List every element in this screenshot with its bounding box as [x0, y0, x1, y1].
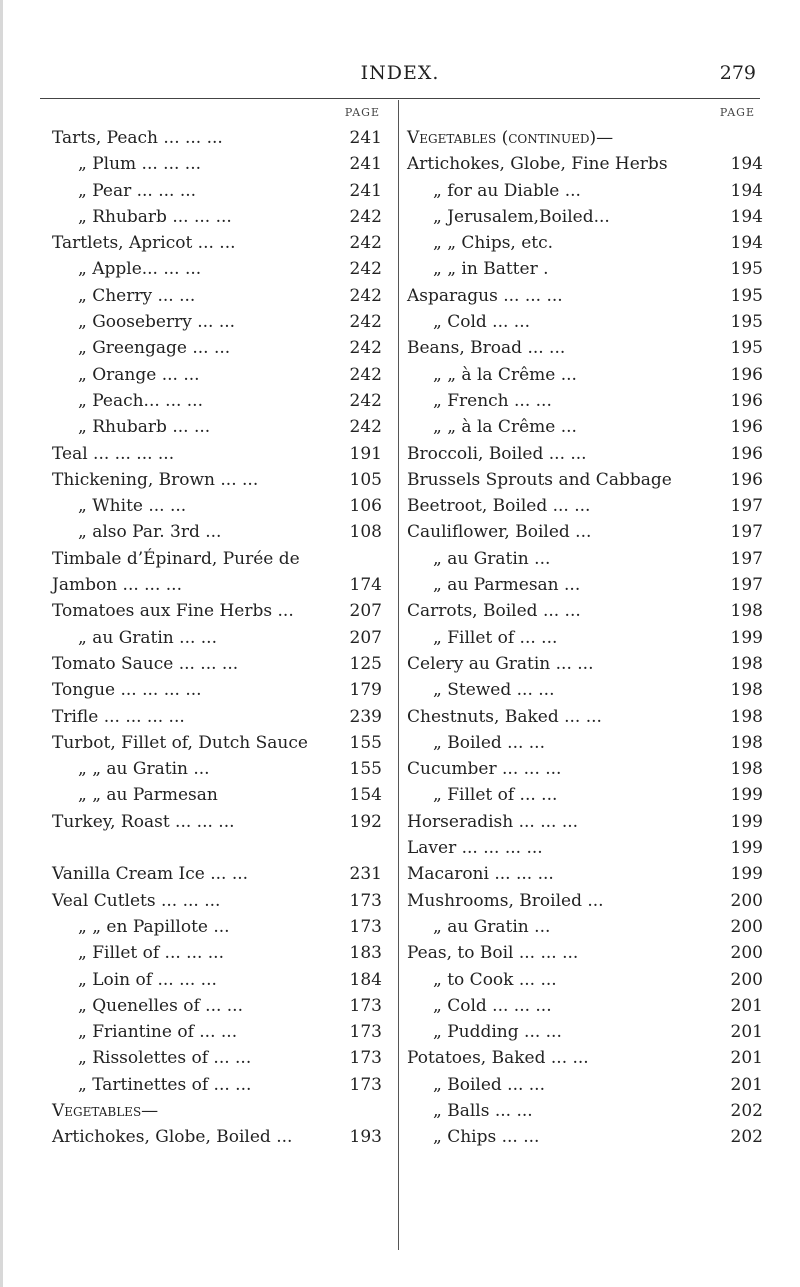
- entry-text: Beetroot, Boiled ... ...: [407, 496, 591, 517]
- entry-text: Macaroni ... ... ...: [407, 864, 554, 885]
- index-entry: [52, 256, 394, 282]
- entry-page-number: 242: [349, 390, 382, 411]
- entry-text: Vegetables—: [52, 1100, 159, 1121]
- entry-text: Tarts, Peach ... ... ...: [52, 128, 223, 148]
- entry-text: „ also Par. 3rd ...: [78, 522, 222, 543]
- entry-page-number: 195: [730, 338, 763, 359]
- index-entry: [52, 809, 394, 835]
- index-entry: [52, 861, 394, 887]
- index-entry: [407, 1019, 769, 1045]
- entry-page-number: 202: [730, 1100, 763, 1121]
- entry-page-number: 195: [730, 285, 763, 306]
- entry-text: „ Orange ... ...: [78, 364, 200, 385]
- entry-text: „ White ... ...: [78, 496, 187, 517]
- index-entry: [407, 782, 769, 808]
- entry-page-number: 179: [349, 680, 382, 701]
- page-title: INDEX.: [360, 62, 440, 84]
- entry-text: „ Chips ... ...: [433, 1127, 540, 1148]
- entry-text: „ „ au Parmesan: [78, 785, 218, 806]
- index-entry: [52, 546, 394, 572]
- entry-page-number: 173: [349, 1022, 382, 1043]
- index-list: [407, 125, 769, 1151]
- index-entry: [407, 151, 769, 177]
- entry-page-number: 197: [730, 496, 763, 517]
- index-entry: [52, 309, 394, 335]
- entry-page-number: 174: [349, 575, 382, 596]
- entry-text: „ Fillet of ... ...: [433, 785, 558, 806]
- entry-text: „ Pudding ... ...: [433, 1022, 562, 1043]
- entry-text: Laver ... ... ... ...: [407, 838, 543, 859]
- entry-text: Potatoes, Baked ... ...: [407, 1048, 589, 1069]
- index-entry: [52, 1098, 394, 1124]
- entry-text: Trifle ... ... ... ...: [52, 706, 185, 727]
- index-entry: [407, 730, 769, 756]
- entry-text: „ „ au Gratin ...: [78, 759, 210, 780]
- entry-text: „ to Cook ... ...: [433, 969, 557, 990]
- index-entry: [52, 1072, 394, 1098]
- entry-text: „ French ... ...: [433, 390, 552, 411]
- entry-text: „ Boiled ... ...: [433, 1074, 545, 1095]
- index-entry: [407, 546, 769, 572]
- index-entry: [407, 519, 769, 545]
- entry-text: „ Gooseberry ... ...: [78, 312, 236, 333]
- entry-text: Vegetables (continued)—: [407, 128, 614, 148]
- entry-text: „ Boiled ... ...: [433, 732, 545, 753]
- entry-page-number: 196: [730, 443, 763, 464]
- entry-text: Chestnuts, Baked ... ...: [407, 706, 602, 727]
- entry-text: Cauliflower, Boiled ...: [407, 522, 592, 543]
- entry-page-number: 125: [349, 653, 382, 674]
- entry-page-number: 199: [730, 811, 763, 832]
- entry-text: Teal ... ... ... ...: [52, 443, 175, 464]
- entry-text: „ Peach... ... ...: [78, 390, 203, 411]
- index-entry: [52, 178, 394, 204]
- index-entry: [52, 888, 394, 914]
- entry-text: „ Apple... ... ...: [78, 259, 202, 280]
- index-column-left: [52, 106, 394, 1151]
- index-entry: [52, 625, 394, 651]
- index-entry: [407, 493, 769, 519]
- entry-page-number: 108: [349, 522, 382, 543]
- index-entry: [52, 967, 394, 993]
- index-entry: [52, 441, 394, 467]
- entry-text: Tomatoes aux Fine Herbs ...: [52, 601, 294, 622]
- entry-text: Carrots, Boiled ... ...: [407, 601, 581, 622]
- entry-page-number: 198: [730, 759, 763, 780]
- index-entry: [52, 151, 394, 177]
- entry-text: Artichokes, Globe, Boiled ...: [52, 1127, 293, 1148]
- entry-text: Tomato Sauce ... ... ...: [52, 653, 239, 674]
- index-entry: [407, 414, 769, 440]
- index-entry: [407, 835, 769, 861]
- entry-page-number: 198: [730, 680, 763, 701]
- entry-text: Tartlets, Apricot ... ...: [52, 233, 236, 254]
- entry-text: „ Greengage ... ...: [78, 338, 231, 359]
- index-entry: [52, 940, 394, 966]
- entry-page-number: 197: [730, 575, 763, 596]
- entry-page-number: 194: [730, 233, 763, 254]
- index-entry: [407, 1072, 769, 1098]
- entry-text: Celery au Gratin ... ...: [407, 653, 594, 674]
- entry-text: „ Fillet of ... ... ...: [78, 943, 224, 964]
- index-entry: [407, 914, 769, 940]
- entry-text: Jambon ... ... ...: [52, 575, 182, 596]
- index-entry: [407, 809, 769, 835]
- entry-text: „ Fillet of ... ...: [433, 627, 558, 648]
- entry-page-number: 241: [349, 180, 382, 201]
- index-entry: [407, 388, 769, 414]
- index-entry: [52, 756, 394, 782]
- entry-page-number: 196: [730, 390, 763, 411]
- entry-page-number: 241: [349, 154, 382, 175]
- index-entry: [52, 1124, 394, 1150]
- entry-page-number: 200: [730, 890, 763, 911]
- entry-page-number: 173: [349, 890, 382, 911]
- entry-page-number: 194: [730, 206, 763, 227]
- entry-page-number: 199: [730, 627, 763, 648]
- entry-text: Turbot, Fillet of, Dutch Sauce: [52, 732, 308, 753]
- entry-page-number: 105: [349, 469, 382, 490]
- entry-page-number: 198: [730, 653, 763, 674]
- entry-page-number: 201: [730, 995, 763, 1016]
- entry-text: Peas, to Boil ... ... ...: [407, 943, 579, 964]
- entry-page-number: 242: [349, 233, 382, 254]
- entry-page-number: 239: [349, 706, 382, 727]
- entry-page-number: 207: [349, 601, 382, 622]
- entry-page-number: 196: [730, 469, 763, 490]
- entry-page-number: 199: [730, 864, 763, 885]
- entry-text: „ Rhubarb ... ... ...: [78, 206, 232, 227]
- entry-text: „ „ in Batter .: [433, 259, 549, 280]
- entry-text: „ Stewed ... ...: [433, 680, 555, 701]
- index-entry: [407, 1045, 769, 1071]
- entry-page-number: 207: [349, 627, 382, 648]
- entry-text: Tongue ... ... ... ...: [52, 680, 202, 701]
- entry-page-number: 154: [349, 785, 382, 806]
- entry-page-number: 200: [730, 916, 763, 937]
- entry-text: Veal Cutlets ... ... ...: [52, 890, 221, 911]
- entry-page-number: 173: [349, 916, 382, 937]
- index-entry: [407, 256, 769, 282]
- entry-text: „ Quenelles of ... ...: [78, 995, 243, 1016]
- entry-text: „ Pear ... ... ...: [78, 180, 197, 201]
- index-entry: [52, 993, 394, 1019]
- entry-page-number: 195: [730, 312, 763, 333]
- index-entry: [407, 230, 769, 256]
- entry-page-number: 200: [730, 943, 763, 964]
- index-entry: [407, 861, 769, 887]
- index-entry: [52, 677, 394, 703]
- page-number: 279: [719, 62, 756, 84]
- index-entry: [407, 940, 769, 966]
- index-list: [52, 125, 394, 1151]
- index-entry: [52, 835, 394, 861]
- entry-page-number: 198: [730, 706, 763, 727]
- entry-page-number: 173: [349, 995, 382, 1016]
- entry-text: Mushrooms, Broiled ...: [407, 890, 604, 911]
- entry-page-number: 194: [730, 154, 763, 175]
- entry-text: „ Balls ... ...: [433, 1100, 533, 1121]
- entry-page-number: 231: [349, 864, 382, 885]
- entry-text: Cucumber ... ... ...: [407, 759, 562, 780]
- entry-text: „ „ Chips, etc.: [433, 233, 554, 254]
- entry-text: Turkey, Roast ... ... ...: [52, 811, 235, 832]
- index-entry: [407, 178, 769, 204]
- entry-text: „ Jerusalem,Boiled...: [433, 206, 610, 227]
- entry-text: Vanilla Cream Ice ... ...: [52, 864, 249, 885]
- index-entry: [407, 1124, 769, 1150]
- entry-text: „ au Parmesan ...: [433, 575, 581, 596]
- entry-page-number: 195: [730, 259, 763, 280]
- index-entry: [52, 519, 394, 545]
- entry-text: „ Plum ... ... ...: [78, 154, 202, 175]
- entry-page-number: 194: [730, 180, 763, 201]
- entry-page-number: 201: [730, 1074, 763, 1095]
- entry-page-number: 242: [349, 285, 382, 306]
- entry-page-number: 201: [730, 1048, 763, 1069]
- index-entry: [52, 230, 394, 256]
- index-entry: [407, 309, 769, 335]
- column-divider: [398, 100, 399, 1250]
- entry-page-number: 197: [730, 548, 763, 569]
- entry-text: Beans, Broad ... ...: [407, 338, 566, 359]
- entry-text: „ au Gratin ...: [433, 548, 551, 569]
- index-entry: [52, 467, 394, 493]
- entry-page-number: 201: [730, 1022, 763, 1043]
- entry-page-number: 197: [730, 522, 763, 543]
- entry-text: Timbale d’Épinard, Purée de: [52, 548, 300, 569]
- page-column-label: PAGE: [719, 106, 755, 119]
- entry-text: „ for au Diable ...: [433, 180, 581, 201]
- index-entry: [407, 204, 769, 230]
- index-entry: [52, 414, 394, 440]
- index-entry: [52, 782, 394, 808]
- index-entry: [407, 125, 769, 151]
- entry-text: „ au Gratin ... ...: [78, 627, 217, 648]
- index-entry: [52, 335, 394, 361]
- index-entry: [407, 598, 769, 624]
- entry-text: „ Friantine of ... ...: [78, 1022, 238, 1043]
- index-entry: [52, 493, 394, 519]
- index-entry: [52, 1019, 394, 1045]
- entry-page-number: 193: [349, 1127, 382, 1148]
- page-header: [0, 62, 800, 88]
- entry-page-number: 191: [349, 443, 382, 464]
- index-entry: [52, 388, 394, 414]
- index-entry: [407, 467, 769, 493]
- index-entry: [52, 283, 394, 309]
- entry-text: „ Loin of ... ... ...: [78, 969, 217, 990]
- entry-text: „ au Gratin ...: [433, 916, 551, 937]
- entry-page-number: 242: [349, 312, 382, 333]
- entry-page-number: 242: [349, 338, 382, 359]
- entry-text: „ „ en Papillote ...: [78, 916, 230, 937]
- entry-page-number: 196: [730, 364, 763, 385]
- entry-text: „ Rhubarb ... ...: [78, 417, 211, 438]
- index-entry: [407, 625, 769, 651]
- entry-page-number: 198: [730, 732, 763, 753]
- entry-page-number: 106: [349, 496, 382, 517]
- entry-page-number: 199: [730, 838, 763, 859]
- index-entry: [52, 914, 394, 940]
- index-entry: [52, 730, 394, 756]
- entry-page-number: 242: [349, 417, 382, 438]
- index-entry: [407, 888, 769, 914]
- entry-text: „ Cold ... ...: [433, 312, 531, 333]
- index-entry: [52, 572, 394, 598]
- entry-text: „ Rissolettes of ... ...: [78, 1048, 252, 1069]
- index-entry: [52, 651, 394, 677]
- index-entry: [407, 283, 769, 309]
- entry-page-number: 200: [730, 969, 763, 990]
- entry-page-number: 199: [730, 785, 763, 806]
- index-entry: [407, 441, 769, 467]
- header-rule: [40, 98, 760, 99]
- entry-text: „ „ à la Crême ...: [433, 364, 577, 385]
- index-entry: [52, 704, 394, 730]
- entry-page-number: 183: [349, 943, 382, 964]
- entry-text: „ Cold ... ... ...: [433, 995, 552, 1016]
- entry-text: Asparagus ... ... ...: [407, 285, 563, 306]
- index-entry: [52, 598, 394, 624]
- entry-page-number: 184: [349, 969, 382, 990]
- entry-text: Broccoli, Boiled ... ...: [407, 443, 587, 464]
- index-entry: [407, 993, 769, 1019]
- index-entry: [407, 967, 769, 993]
- index-entry: [407, 335, 769, 361]
- entry-page-number: 173: [349, 1048, 382, 1069]
- entry-page-number: 242: [349, 364, 382, 385]
- index-column-right: [407, 106, 769, 1151]
- entry-page-number: 155: [349, 732, 382, 753]
- entry-text: „ „ à la Crême ...: [433, 417, 577, 438]
- index-entry: [52, 362, 394, 388]
- index-entry: [52, 125, 394, 151]
- entry-text: „ Cherry ... ...: [78, 285, 196, 306]
- entry-page-number: 242: [349, 206, 382, 227]
- index-entry: [407, 756, 769, 782]
- entry-page-number: 173: [349, 1074, 382, 1095]
- entry-text: „ Tartinettes of ... ...: [78, 1074, 252, 1095]
- page-column-label: PAGE: [344, 106, 380, 119]
- entry-text: Horseradish ... ... ...: [407, 811, 579, 832]
- index-entry: [407, 651, 769, 677]
- index-entry: [52, 204, 394, 230]
- page-edge: [0, 0, 3, 1287]
- entry-page-number: 192: [349, 811, 382, 832]
- entry-text: Artichokes, Globe, Fine Herbs: [407, 154, 668, 175]
- index-entry: [407, 362, 769, 388]
- entry-page-number: 242: [349, 259, 382, 280]
- index-entry: [407, 1098, 769, 1124]
- entry-page-number: 202: [730, 1127, 763, 1148]
- entry-page-number: 196: [730, 417, 763, 438]
- entry-page-number: 155: [349, 759, 382, 780]
- entry-text: Brussels Sprouts and Cabbage: [407, 469, 672, 490]
- entry-page-number: 241: [349, 128, 382, 148]
- index-entry: [407, 677, 769, 703]
- index-entry: [407, 704, 769, 730]
- entry-page-number: 198: [730, 601, 763, 622]
- entry-text: Thickening, Brown ... ...: [52, 469, 259, 490]
- index-entry: [407, 572, 769, 598]
- index-entry: [52, 1045, 394, 1071]
